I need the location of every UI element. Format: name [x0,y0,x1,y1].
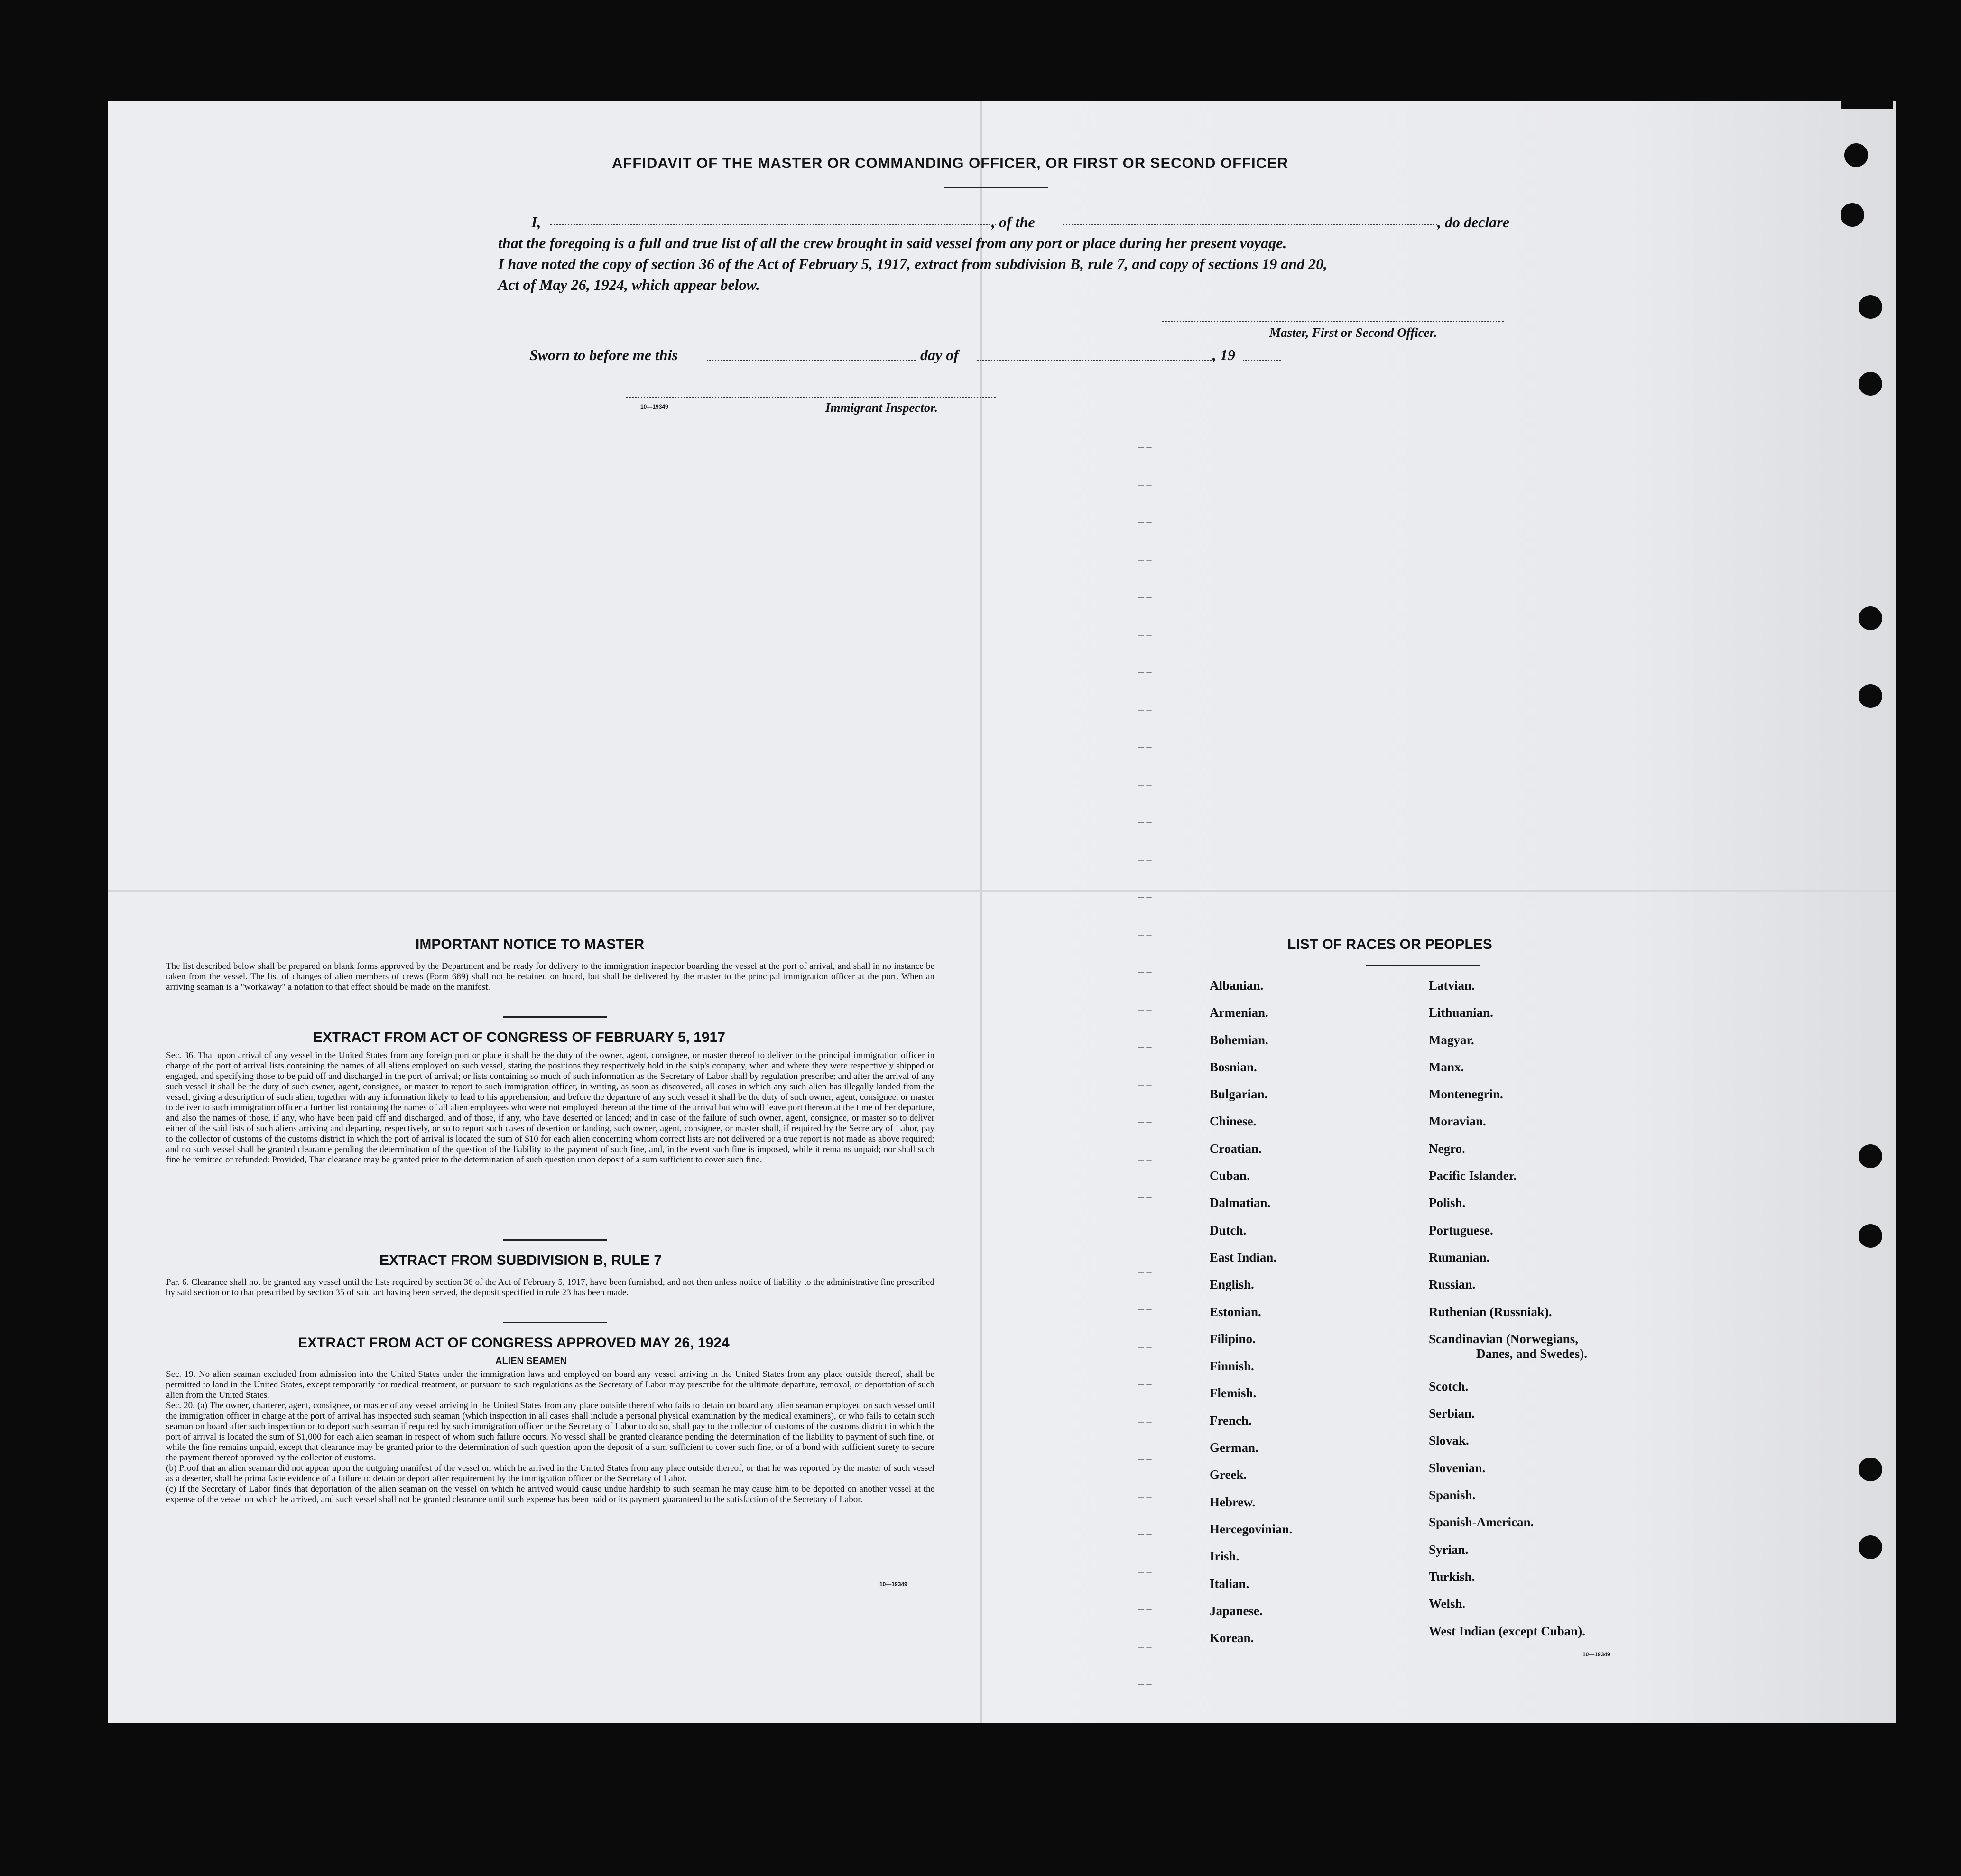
declaration-line-3: I have noted the copy of section 36 of the Act of February 5, 1917, extract from subdivision B, rule 7, and copy of sections 19 and 20, [498,255,1328,272]
race-item: Croatian. [1210,1141,1262,1156]
race-item: Welsh. [1429,1597,1466,1611]
vessel-blank[interactable] [1063,224,1437,225]
notice-title: IMPORTANT NOTICE TO MASTER [416,937,645,952]
race-item: Moravian. [1429,1114,1486,1129]
punch-hole-icon [1859,684,1882,708]
punch-hole-icon [1841,203,1864,227]
declaration-do-declare: , do declare [1437,214,1509,231]
race-item: Ruthenian (Russniak). [1429,1304,1552,1319]
race-item: Portuguese. [1429,1223,1493,1237]
race-item: Estonian. [1210,1304,1261,1319]
race-item: Pacific Islander. [1429,1169,1517,1183]
race-item: Bulgarian. [1210,1087,1268,1102]
race-item: Manx. [1429,1059,1464,1074]
rule7-title: EXTRACT FROM SUBDIVISION B, RULE 7 [379,1253,662,1268]
race-item: Syrian. [1429,1542,1469,1557]
declaration-line-2: that the foregoing is a full and true list of all the crew brought in said vessel from any port or place during her present voyage. [498,234,1287,251]
punch-hole-icon [1859,1144,1882,1168]
sworn-year-blank[interactable] [1243,360,1281,361]
extract-1917-title: EXTRACT FROM ACT OF CONGRESS OF FEBRUARY 5, 1917 [313,1030,725,1045]
race-item: Lithuanian. [1429,1005,1493,1020]
race-item: Hercegovinian. [1210,1522,1293,1536]
race-item: French. [1210,1413,1252,1428]
race-item: Hebrew. [1210,1495,1256,1509]
race-item: Latvian. [1429,978,1475,993]
race-item: Irish. [1210,1549,1240,1564]
race-item: Greek. [1210,1467,1247,1482]
section-divider [503,1016,607,1018]
race-item: Korean. [1210,1631,1254,1645]
race-item: East Indian. [1210,1250,1277,1264]
races-list-right [1429,978,1587,1651]
race-item: Rumanian. [1429,1250,1490,1264]
sworn-date-blank[interactable] [707,360,916,361]
sec-20b-text: (b) Proof that an alien seaman did not appear upon the outgoing manifest of the vessel on which he arrived in the United States from any place outside thereof, or that he was reported by the master of such vessel as a deserter, shall be prima facie evidence of a failure to detain or deport after requirement by the immigration officer or the Secretary of Labor. [166,1463,934,1484]
punch-hole-icon [1859,295,1882,319]
sec-20a-text: Sec. 20. (a) The owner, charterer, agent, consignee, or master of any vessel arriving in the United States from any place outside thereof who fails to detain on board any alien seaman employed on such vessel until the immigration officer in charge at the port of arrival has inspected such seaman (which inspection in all cases shall include a personal physical examination by the medical examiners), or who fails to detain such seaman on board after such inspection or to deport such seaman if required by such immigration officer or the Secretary of Labor to do so, shall pay to the collector of customs of the customs district in which the port of arrival is located the sum of $1,000 for each alien seaman in respect of whom such failure occurs. No vessel shall be granted clearance pending the determination of the liability to payment of such fine, or while the fine remains unpaid, except that clearance may be granted prior to the determination of such question upon the deposit of a sum sufficient to cover such fine, or of a bond with sufficient surety to secure the payment thereof approved by the collector of customs. [166,1401,934,1463]
alien-seamen-subtitle: ALIEN SEAMEN [495,1356,567,1366]
form-number: 10—19349 [1582,1651,1610,1658]
race-item: Montenegrin. [1429,1087,1503,1102]
sworn-prefix: Sworn to before me this [529,346,678,363]
race-item: Scotch. [1429,1379,1469,1393]
race-item: Finnish. [1210,1359,1254,1374]
race-item: Spanish-American. [1429,1515,1534,1530]
race-item: Japanese. [1210,1603,1263,1618]
race-item: Albanian. [1210,978,1264,993]
sworn-month-blank[interactable] [977,360,1214,361]
races-title: LIST OF RACES OR PEOPLES [1287,937,1492,952]
race-item: Flemish. [1210,1386,1257,1401]
punch-hole-icon [1859,1535,1882,1559]
form-number: 10—19349 [879,1581,907,1588]
manifest-dash-column: – – – – – – – – – – – – – – – – – – – – – – – – – – – – – – – – – – – – – – – – – – – – – – – – – – – – – – – – – – – – – – – – – – – – [1138,441,1152,1690]
declaration-of-the: , of the [991,214,1035,231]
section-divider [503,1239,607,1241]
race-item: Slovak. [1429,1433,1469,1448]
race-item: German. [1210,1440,1258,1455]
races-title-underline [1366,965,1480,966]
affidavit-title: AFFIDAVIT OF THE MASTER OR COMMANDING OFFICER, OR FIRST OR SECOND OFFICER [612,155,1289,171]
race-item-multiline [1429,1332,1587,1379]
race-item: West Indian (except Cuban). [1429,1624,1586,1638]
section-divider [503,1322,607,1323]
extract-1924-title: EXTRACT FROM ACT OF CONGRESS APPROVED MAY 26, 1924 [298,1335,730,1351]
extract-1924-text [166,1369,934,1505]
title-underline [944,187,1048,188]
punch-hole-icon [1844,143,1868,167]
punch-hole-icon [1859,1458,1882,1481]
inspector-label: Immigrant Inspector. [825,400,938,415]
name-blank[interactable] [550,224,996,225]
race-item: English. [1210,1277,1254,1292]
race-item: Spanish. [1429,1488,1476,1503]
declaration-line-4: Act of May 26, 1924, which appear below. [498,276,760,293]
signature-blank[interactable] [1162,321,1504,322]
race-item: Dutch. [1210,1223,1247,1237]
punch-hole-icon [1859,606,1882,630]
race-item: Negro. [1429,1141,1465,1156]
rule7-text: Par. 6. Clearance shall not be granted any vessel until the lists required by section 36 of the Act of February 5, 1917, have been furnished, and not then unless notice of liability to the administrative fine prescribed by said section or to that prescribed by section 35 of said act having been served, the deposit specified in rule 23 has been made. [166,1277,934,1298]
declaration-i: I, [531,214,541,231]
race-item: Bohemian. [1210,1032,1268,1047]
punch-hole-icon [1859,1224,1882,1248]
horizontal-fold-line [108,890,1896,892]
race-item: Dalmatian. [1210,1196,1271,1210]
form-number: 10—19349 [640,403,668,410]
sec-19-text: Sec. 19. No alien seaman excluded from admission into the United States under the immigration laws and employed on board any vessel arriving in the United States from any place outside thereof, shall be permitted to land in the United States, except temporarily for medical treatment, or pursuant to such regulations as the Secretary of Labor may prescribe for the ultimate departure, removal, or deportation of such alien from the United States. [166,1369,934,1400]
race-item: Serbian. [1429,1406,1475,1421]
races-list-left [1210,978,1292,1658]
race-item: Cuban. [1210,1169,1250,1183]
race-item: Armenian. [1210,1005,1268,1020]
scan-edge-mark [1841,97,1893,109]
race-item-line: Danes, and Swedes). [1476,1346,1588,1361]
sworn-year: , 19 [1212,346,1235,363]
race-item: Turkish. [1429,1569,1475,1584]
race-item: Chinese. [1210,1114,1257,1129]
race-item: Italian. [1210,1576,1249,1591]
signature-label: Master, First or Second Officer. [1269,325,1437,340]
punch-hole-icon [1859,372,1882,396]
race-item: Russian. [1429,1277,1476,1292]
vertical-fold-line [980,101,982,1723]
sworn-day-of: day of [920,346,959,363]
race-item: Filipino. [1210,1331,1256,1346]
race-item: Polish. [1429,1196,1466,1210]
extract-1917-text: Sec. 36. That upon arrival of any vessel in the United States from any foreign port or place it shall be the duty of the owner, agent, consignee, or master thereof to deliver to the principal immigration officer in charge of the port of arrival lists containing the names of all aliens employed on such vessel, stating the positions they respectively hold in the ship's company, when and where they were respectively shipped or engaged, and specifying those to be paid off and discharged in the port of arrival; or lists containing so much of such information as the Secretary of Labor shall by regulation prescribe; and after the arrival of any such vessel it shall be the duty of such owner, agent, consignee, or master to report to such immigration officer, in writing, as soon as discovered, all cases in which any such alien has illegally landed from the vessel, giving a description of such alien, together with any information likely to lead to his apprehension; and before the departure of any such vessel it shall be the duty of such owner, agent, consignee, or master to deliver to such immigration officer a further list containing the names of all alien employees who were not employed thereon at the time of the arrival but who will leave port thereon at the time of her departure, and also the names of those, if any, who have been paid off and discharged, and of those, if any, who have deserted or landed; and in case of the failure of such owner, agent, consignee, or master so to deliver either of the said lists of such aliens arriving and departing, respectively, or so to report such cases of desertion or landing, such owner, agent, consignee, or master shall, if required by the Secretary of Labor, pay to the collector of customs of the customs district in which the port of arrival is located the sum of $10 for each alien concerning whom correct lists are not delivered or a true report is not made as above required; and no such vessel shall be granted clearance pending the determination of the question of the liability to the payment of such fine, and, in the event such fine is imposed, while it remains unpaid; nor shall such fine be remitted or refunded: Provided, That clearance may be granted prior to the determination of such question upon deposit of a sum sufficient to cover such fine. [166,1050,934,1165]
race-item: Slovenian. [1429,1460,1486,1475]
notice-text: The list described below shall be prepared on blank forms approved by the Department and be ready for delivery to the immigration inspector boarding the vessel at the port of arrival, and shall in no instance be taken from the vessel. The list of changes of alien members of crews (Form 689) shall not be retained on board, but shall be delivered by the master to the principal immigration officer at the port. When an arriving seaman is a "workaway" a notation to that effect should be made on the manifest. [166,961,934,992]
sec-20c-text: (c) If the Secretary of Labor finds that deportation of the alien seaman on the vessel on which he arrived would cause undue hardship to such seaman he may cause him to be deported on another vessel at the expense of the vessel on which he arrived, and such vessel shall not be granted clearance until such expense has been paid or its payment guaranteed to the satisfaction of the Secretary of Labor. [166,1484,934,1505]
race-item: Bosnian. [1210,1059,1257,1074]
inspector-signature-blank[interactable] [626,397,996,398]
race-item-line: Scandinavian (Norwegians, [1429,1331,1579,1346]
race-item: Magyar. [1429,1032,1474,1047]
